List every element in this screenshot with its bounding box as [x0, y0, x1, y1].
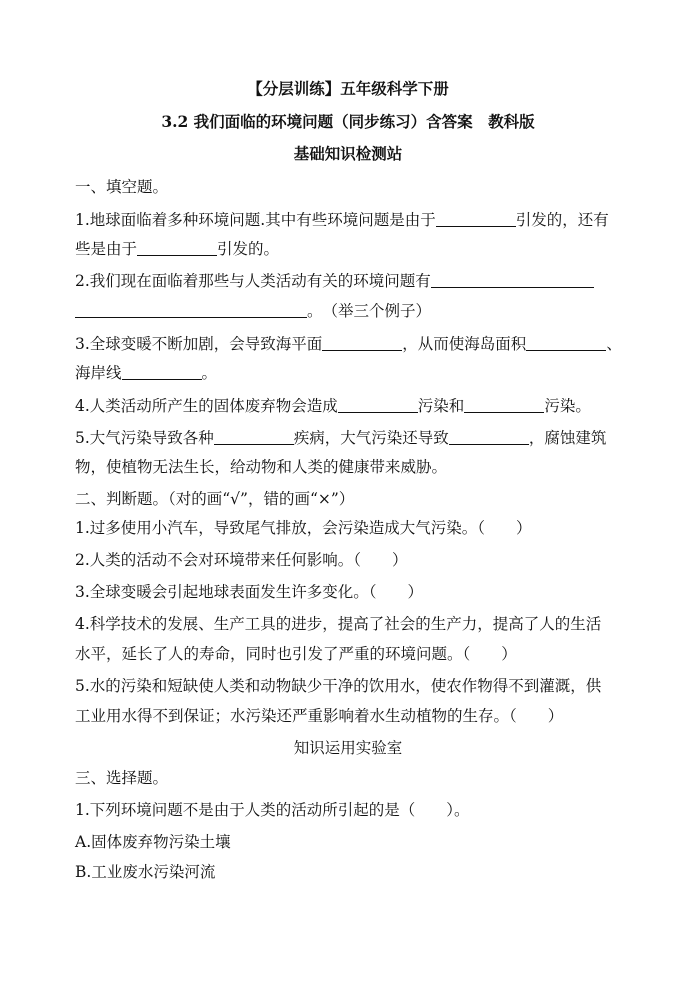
- answer-blank[interactable]: [449, 428, 529, 445]
- answer-blank[interactable]: [214, 428, 294, 445]
- judge-q4-line2: 水平，延长了人的寿命，同时也引发了严重的环境问题。（ ）: [75, 645, 517, 663]
- answer-blank[interactable]: [75, 301, 307, 318]
- section-basic-title: 基础知识检测站: [293, 144, 403, 163]
- fill-q1-line2: 些是由于 引发的。: [75, 240, 280, 258]
- answer-blank[interactable]: [322, 334, 402, 351]
- doc-subtitle: 3.2 我们面临的环境问题（同步练习）含答案 教科版: [161, 112, 535, 131]
- answer-blank[interactable]: [122, 363, 202, 380]
- fill-q4: 4.人类活动所产生的固体废弃物会造成 污染和 污染。: [75, 397, 591, 415]
- answer-blank[interactable]: [431, 271, 594, 288]
- choice-q1-option-a[interactable]: A.固体废弃物污染土壤: [75, 833, 231, 851]
- judge-q5-line2: 工业用水得不到保证；水污染还严重影响着水生动植物的生存。（ ）: [75, 707, 564, 725]
- judge-q5-line1: 5.水的污染和短缺使人类和动物缺少干净的饮用水，使农作物得不到灌溉，供: [75, 677, 602, 695]
- doc-title: 【分层训练】五年级科学下册: [247, 79, 449, 98]
- fill-q3-line1: 3.全球变暖不断加剧，会导致海平面 ，从而使海岛面积 、: [75, 335, 622, 353]
- judge-q1: 1.过多使用小汽车，导致尾气排放，会污染造成大气污染。（ ）: [75, 519, 532, 537]
- part1-heading: 一、填空题。: [75, 178, 169, 196]
- answer-blank[interactable]: [436, 210, 516, 227]
- fill-q5-line1: 5.大气污染导致各种 疾病，大气污染还导致 ，腐蚀建筑: [75, 429, 607, 447]
- fill-q1-line1: 1.地球面临着多种环境问题.其中有些环境问题是由于 引发的，还有: [75, 211, 609, 229]
- part2-heading: 二、判断题。（对的画“√”，错的画“×”）: [75, 490, 355, 508]
- judge-q4-line1: 4.科学技术的发展、生产工具的进步，提高了社会的生产力，提高了人的生活: [75, 615, 602, 633]
- fill-q2-line1: 2.我们现在面临着那些与人类活动有关的环境问题有: [75, 270, 635, 292]
- answer-blank[interactable]: [338, 396, 418, 413]
- judge-q2: 2.人类的活动不会对环境带来任何影响。（ ）: [75, 551, 408, 569]
- answer-blank[interactable]: [137, 239, 217, 256]
- fill-q2-line2: 。 （举三个例子）: [75, 300, 635, 322]
- fill-q3-line2: 海岸线 。: [75, 364, 218, 382]
- section-apply-title: 知识运用实验室: [293, 739, 403, 757]
- fill-q5-line2: 物，使植物无法生长，给动物和人类的健康带来威胁。: [75, 458, 448, 476]
- choice-q1: 1.下列环境问题不是由于人类的活动所引起的是（ ）。: [75, 801, 470, 819]
- judge-q3: 3.全球变暖会引起地球表面发生许多变化。（ ）: [75, 583, 424, 601]
- answer-blank[interactable]: [464, 396, 544, 413]
- choice-q1-option-b[interactable]: B.工业废水污染河流: [75, 863, 216, 881]
- part3-heading: 三、选择题。: [75, 769, 169, 787]
- answer-blank[interactable]: [526, 334, 606, 351]
